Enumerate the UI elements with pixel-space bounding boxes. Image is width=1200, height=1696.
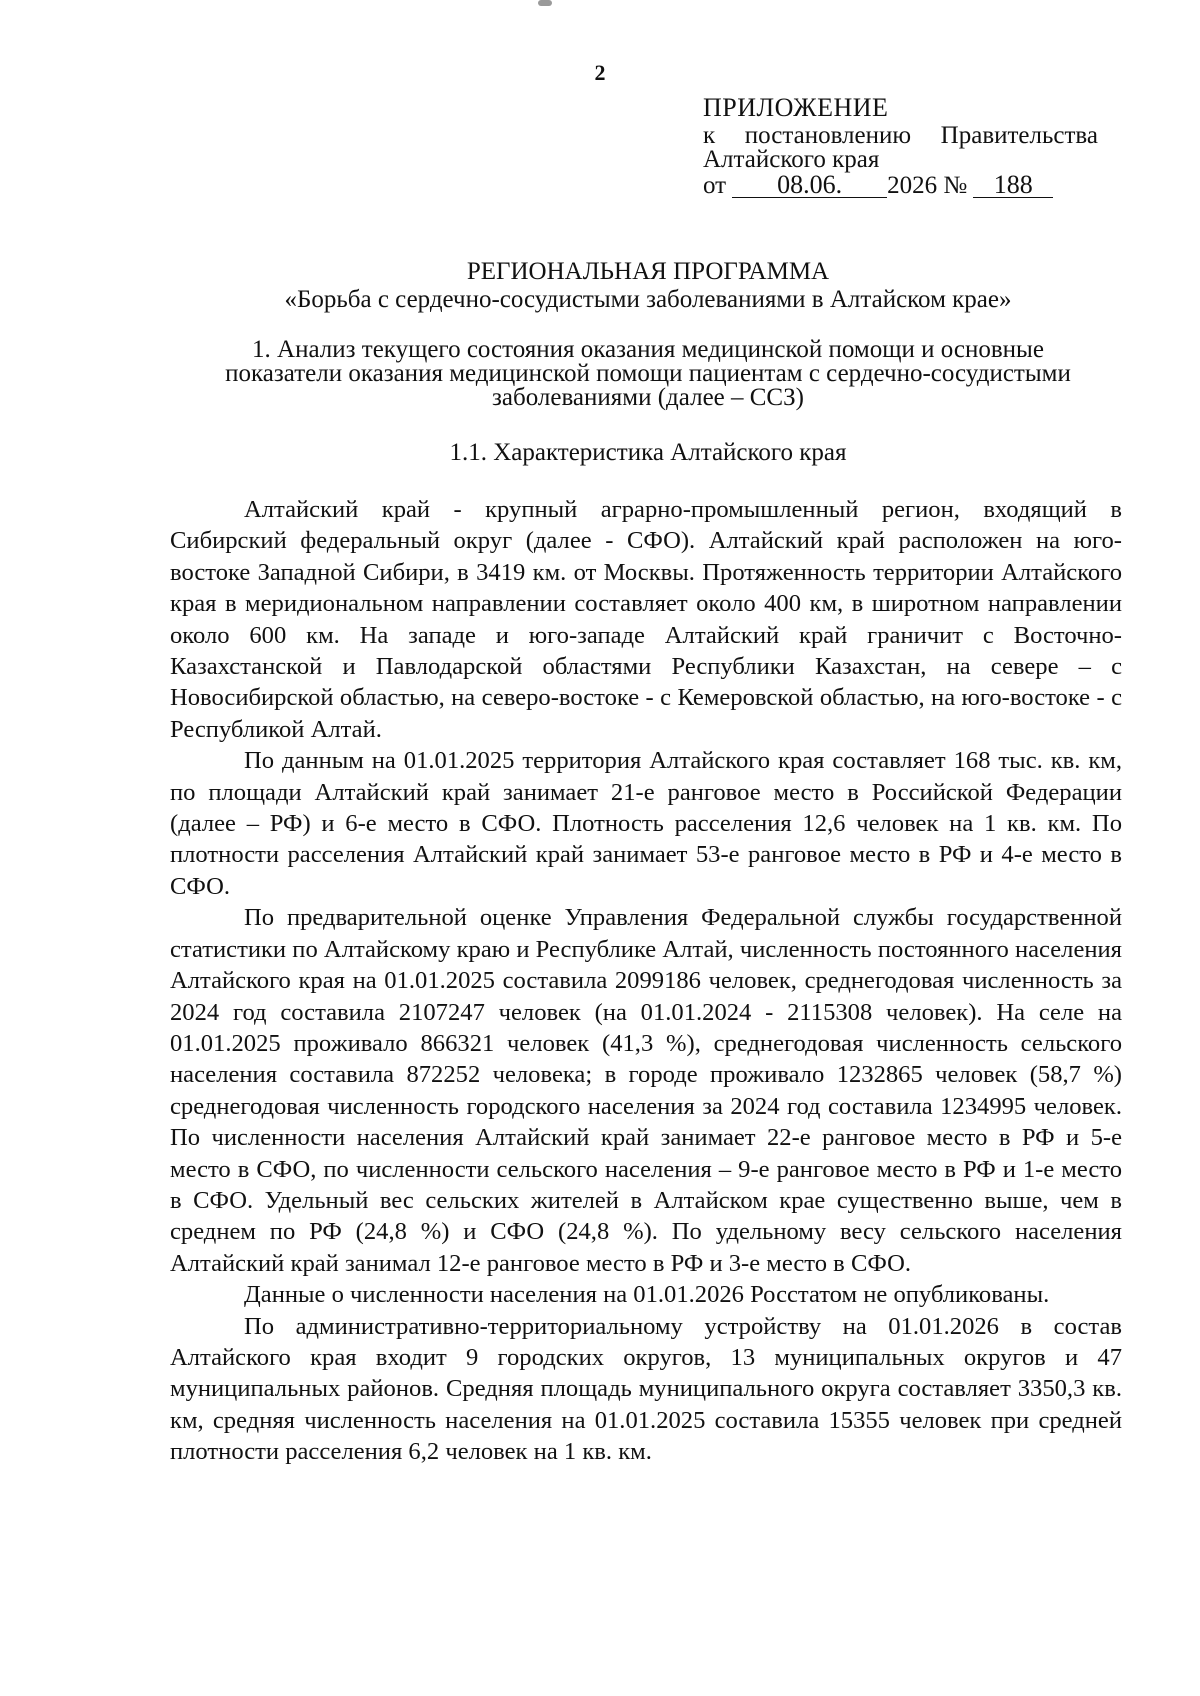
- page-number: 2: [594, 60, 606, 85]
- year-number-label: 2026 №: [887, 172, 968, 199]
- appendix-date-line: [703, 170, 1098, 199]
- appendix-line-2: Алтайского края: [703, 146, 880, 173]
- paragraph: По данным на 01.01.2025 территория Алтайского края составляет 168 тыс. кв. км, по площади Алтайский край занимает 21-е ранговое место в Российской Федерации (далее – РФ) и 6-е место в СФО. Плотность расселения 12,6 человек на 1 кв. км. По плотности расселения Алтайский край занимает 53-е ранговое место в РФ и 4-е место в СФО.: [170, 747, 1122, 900]
- section-1-heading-line-1: 1. Анализ текущего состояния оказания медицинской помощи и основные: [252, 336, 1044, 363]
- paragraph: Алтайский край - крупный аграрно-промышленный регион, входящий в Сибирский федеральный округ (далее - СФО). Алтайский край расположен на юго-востоке Западной Сибири, в 3419 км. от Москвы. Протяженность территории Алтайского края в меридиональном направлении составляет около 400 км, в широтном направлении около 600 км. На западе и юго-западе Алтайский край граничит с Восточно-Казахстанской и Павлодарской областями Республики Казахстан, на севере – с Новосибирской областью, на северо-востоке - с Кемеровской областью, на юго-востоке - с Республикой Алтай.: [170, 496, 1122, 743]
- program-header: [168, 258, 1128, 314]
- section-1-heading: [168, 338, 1128, 410]
- appendix-line-1-right: Правительства: [940, 122, 1098, 149]
- program-subtitle: «Борьба с сердечно-сосудистыми заболеваниями в Алтайском крае»: [284, 286, 1012, 313]
- resolution-date: 08.06.: [732, 174, 887, 198]
- paragraph: По предварительной оценке Управления Федеральной службы государственной статистики по Алтайскому краю и Республике Алтай, численность постоянного населения Алтайского края на 01.01.2025 составила 2099186 человек, среднегодовая численность за 2024 год составила 2107247 человек (на 01.01.2024 - 2115308 человек). На селе на 01.01.2025 проживало 866321 человек (41,3 %), среднегодовая численность сельского населения составила 872252 человека; в городе проживало 1232865 человек (58,7 %) среднегодовая численность городского населения за 2024 год составила 1234995 человек. По численности населения Алтайский край занимает 22-е ранговое место в РФ и 5-е место в СФО, по численности сельского населения – 9-е ранговое место в РФ и 1-е место в СФО. Удельный вес сельских жителей в Алтайском крае существенно выше, чем в среднем по РФ (24,8 %) и СФО (24,8 %). По удельному весу сельского населения Алтайский край занимал 12-е ранговое место в РФ и 3-е место в СФО.: [170, 904, 1122, 1277]
- paragraph: Данные о численности населения на 01.01.2026 Росстатом не опубликованы.: [244, 1281, 1050, 1309]
- appendix-line-1-left: к: [703, 122, 716, 149]
- program-title: РЕГИОНАЛЬНАЯ ПРОГРАММА: [466, 258, 830, 285]
- resolution-number: 188: [973, 174, 1053, 198]
- appendix-line-1-mid: постановлению: [744, 122, 912, 149]
- appendix-block: [703, 93, 1098, 199]
- body-text: [170, 494, 1122, 1468]
- paragraph: По административно-территориальному устройству на 01.01.2026 в состав Алтайского края входит 9 городских округов, 13 муниципальных округов и 47 муниципальных районов. Средняя площадь муниципального округа составляет 3350,3 кв. км, средняя численность населения на 01.01.2025 составила 15355 человек при средней плотности расселения 6,2 человек на 1 кв. км.: [170, 1312, 1122, 1466]
- appendix-title: ПРИЛОЖЕНИЕ: [703, 93, 889, 122]
- section-1-heading-line-2: показатели оказания медицинской помощи пациентам с сердечно-сосудистыми: [225, 360, 1071, 387]
- section-1-heading-line-3: заболеваниями (далее – ССЗ): [492, 384, 804, 411]
- section-1-1-heading: 1.1. Характеристика Алтайского края: [449, 439, 847, 466]
- from-label: от: [703, 172, 727, 199]
- scan-mark: [538, 0, 552, 6]
- appendix-line-1: [703, 124, 1098, 148]
